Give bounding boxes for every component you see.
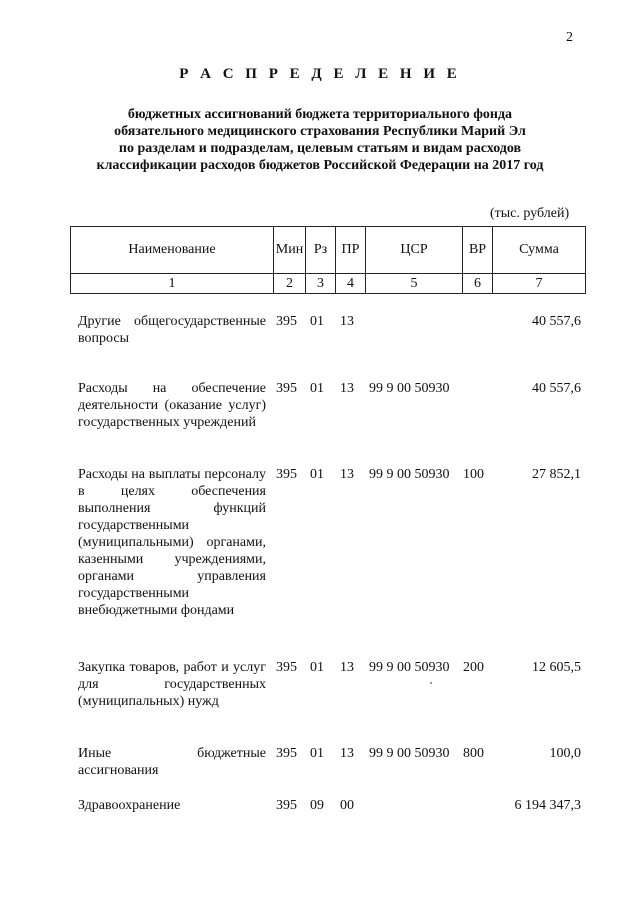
row-min: 395 <box>276 746 297 761</box>
row-csr: 99 9 00 50930 <box>369 660 450 675</box>
row-rz: 01 <box>310 381 324 396</box>
header-name: Наименование <box>71 227 274 274</box>
document-title: Р А С П Р Е Д Е Л Е Н И Е <box>179 66 461 82</box>
row-min: 395 <box>276 467 297 482</box>
header-vr: ВР <box>463 227 493 274</box>
subtitle-line: бюджетных ассигнований бюджета территориального фонда <box>127 107 513 122</box>
row-rz: 01 <box>310 660 324 675</box>
column-number: 5 <box>366 274 463 294</box>
row-vr: 800 <box>463 746 484 761</box>
row-pr: 13 <box>340 660 354 675</box>
row-pr: 13 <box>340 467 354 482</box>
row-sum: 40 557,6 <box>532 381 581 396</box>
row-name: Расходы на обеспечение деятельности (оказание услуг) государственных учреждений <box>78 381 266 430</box>
subtitle-line: классификации расходов бюджетов Российской Федерации на 2017 год <box>96 158 544 173</box>
document-subtitle <box>40 106 600 174</box>
row-min: 395 <box>276 660 297 675</box>
row-rz: 01 <box>310 467 324 482</box>
row-pr: 00 <box>340 798 354 813</box>
units-label: (тыс. рублей) <box>490 206 570 221</box>
header-pr: ПР <box>336 227 366 274</box>
table-header <box>70 226 586 294</box>
row-name: Другие общегосударственные вопросы <box>78 314 266 346</box>
column-number: 6 <box>463 274 493 294</box>
column-number: 4 <box>336 274 366 294</box>
header-csr: ЦСР <box>366 227 463 274</box>
row-csr: 99 9 00 50930 <box>369 467 450 482</box>
subtitle-line: обязательного медицинского страхования Республики Марий Эл <box>114 124 526 139</box>
column-number: 3 <box>306 274 336 294</box>
row-sum: 40 557,6 <box>532 314 581 329</box>
header-rz: Рз <box>306 227 336 274</box>
row-name: Расходы на выплаты персоналу в целях обеспечения выполнения функций государственными (муниципальными) органами, казенными учреждениями, органами управления государственными внебюджетными фондами <box>78 467 266 618</box>
row-min: 395 <box>276 314 297 329</box>
row-rz: 09 <box>310 798 324 813</box>
row-csr: 99 9 00 50930 <box>369 381 450 396</box>
row-name: Закупка товаров, работ и услуг для государственных (муниципальных) нужд <box>78 660 266 709</box>
row-pr: 13 <box>340 746 354 761</box>
row-sum: 27 852,1 <box>532 467 581 482</box>
header-sum: Сумма <box>493 227 586 274</box>
row-name: Иные бюджетные ассигнования <box>78 746 266 778</box>
row-sum: 6 194 347,3 <box>514 798 581 813</box>
row-min: 395 <box>276 381 297 396</box>
column-number: 1 <box>71 274 274 294</box>
row-rz: 01 <box>310 746 324 761</box>
row-sum: 12 605,5 <box>532 660 581 675</box>
row-csr: 99 9 00 50930 <box>369 746 450 761</box>
page-number: 2 <box>566 30 573 45</box>
row-vr: 100 <box>463 467 484 482</box>
column-number: 2 <box>274 274 306 294</box>
subtitle-line: по разделам и подразделам, целевым статьям и видам расходов <box>118 141 522 156</box>
row-name: Здравоохранение <box>78 798 181 813</box>
row-pr: 13 <box>340 381 354 396</box>
scan-dot <box>430 682 432 684</box>
row-pr: 13 <box>340 314 354 329</box>
row-vr: 200 <box>463 660 484 675</box>
row-rz: 01 <box>310 314 324 329</box>
column-number: 7 <box>493 274 586 294</box>
row-sum: 100,0 <box>549 746 581 761</box>
row-min: 395 <box>276 798 297 813</box>
header-min: Мин <box>274 227 306 274</box>
